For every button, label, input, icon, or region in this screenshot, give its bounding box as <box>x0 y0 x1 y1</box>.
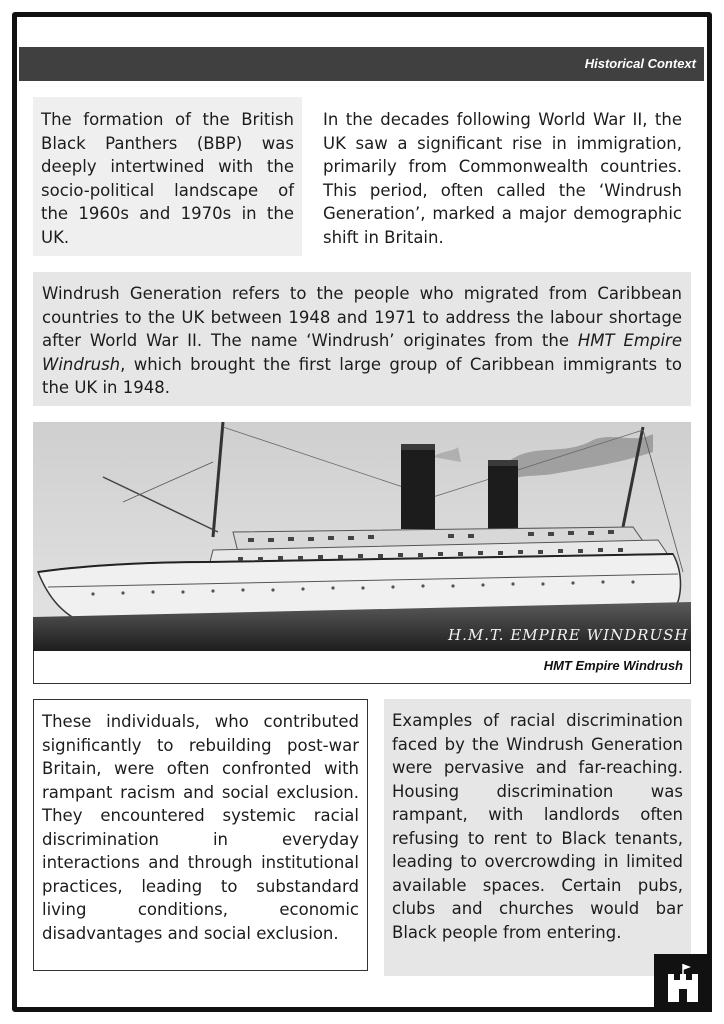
ship-illustration <box>33 422 691 651</box>
intro-right-panel <box>314 97 691 256</box>
windrush-definition-text <box>42 282 682 400</box>
windrush-ship-photo <box>33 422 691 651</box>
racism-right-text: Examples of racial discrimination faced by the Windrush Generation were pervasive and far-reaching. Housing discrimination was rampant, with landlords often refusing to rent to Black tenants, leading to overcrowding in limited available spaces. Certain pubs, clubs and churches would bar Black people from entering. <box>392 711 683 942</box>
racism-left-panel <box>33 699 368 971</box>
castle-logo-icon <box>654 954 712 1012</box>
photo-caption: HMT Empire Windrush <box>543 658 683 673</box>
photo-caption-box <box>33 651 691 684</box>
definition-part-1: Windrush Generation refers to the people who migrated from Caribbean countries to the UK between 1948 and 1971 to address the labour shortage after World War II. The name ‘Windrush’ originates from the <box>42 284 682 350</box>
section-header-bar <box>19 47 704 81</box>
racism-left-text: These individuals, who contributed significantly to rebuilding post-war Britain, were often confronted with rampant racism and social exclusion. They encountered systemic racial discrimination in everyday interactions and through institutional practices, leading to substandard living conditions, economic disadvantages and social exclusion. <box>42 712 359 943</box>
section-title: Historical Context <box>584 56 696 71</box>
intro-left-text: The formation of the British Black Panthers (BBP) was deeply intertwined with the socio-political landscape of the 1960s and 1970s in the UK. <box>41 110 294 247</box>
ship-inscription: H.M.T. EMPIRE WINDRUSH <box>448 626 689 644</box>
definition-part-2: , which brought the first large group of Caribbean immigrants to the UK in 1948. <box>42 354 682 397</box>
intro-right-text: In the decades following World War II, the UK saw a significant rise in immigration, primarily from Commonwealth countries. This period, often called the ‘Windrush Generation’, marked a major demographic shift in Britain. <box>323 110 682 247</box>
windrush-definition-panel <box>33 272 691 406</box>
intro-left-panel <box>33 97 302 256</box>
ship-name-italic: HMT Empire Windrush <box>42 331 682 374</box>
racism-right-panel <box>384 699 691 976</box>
